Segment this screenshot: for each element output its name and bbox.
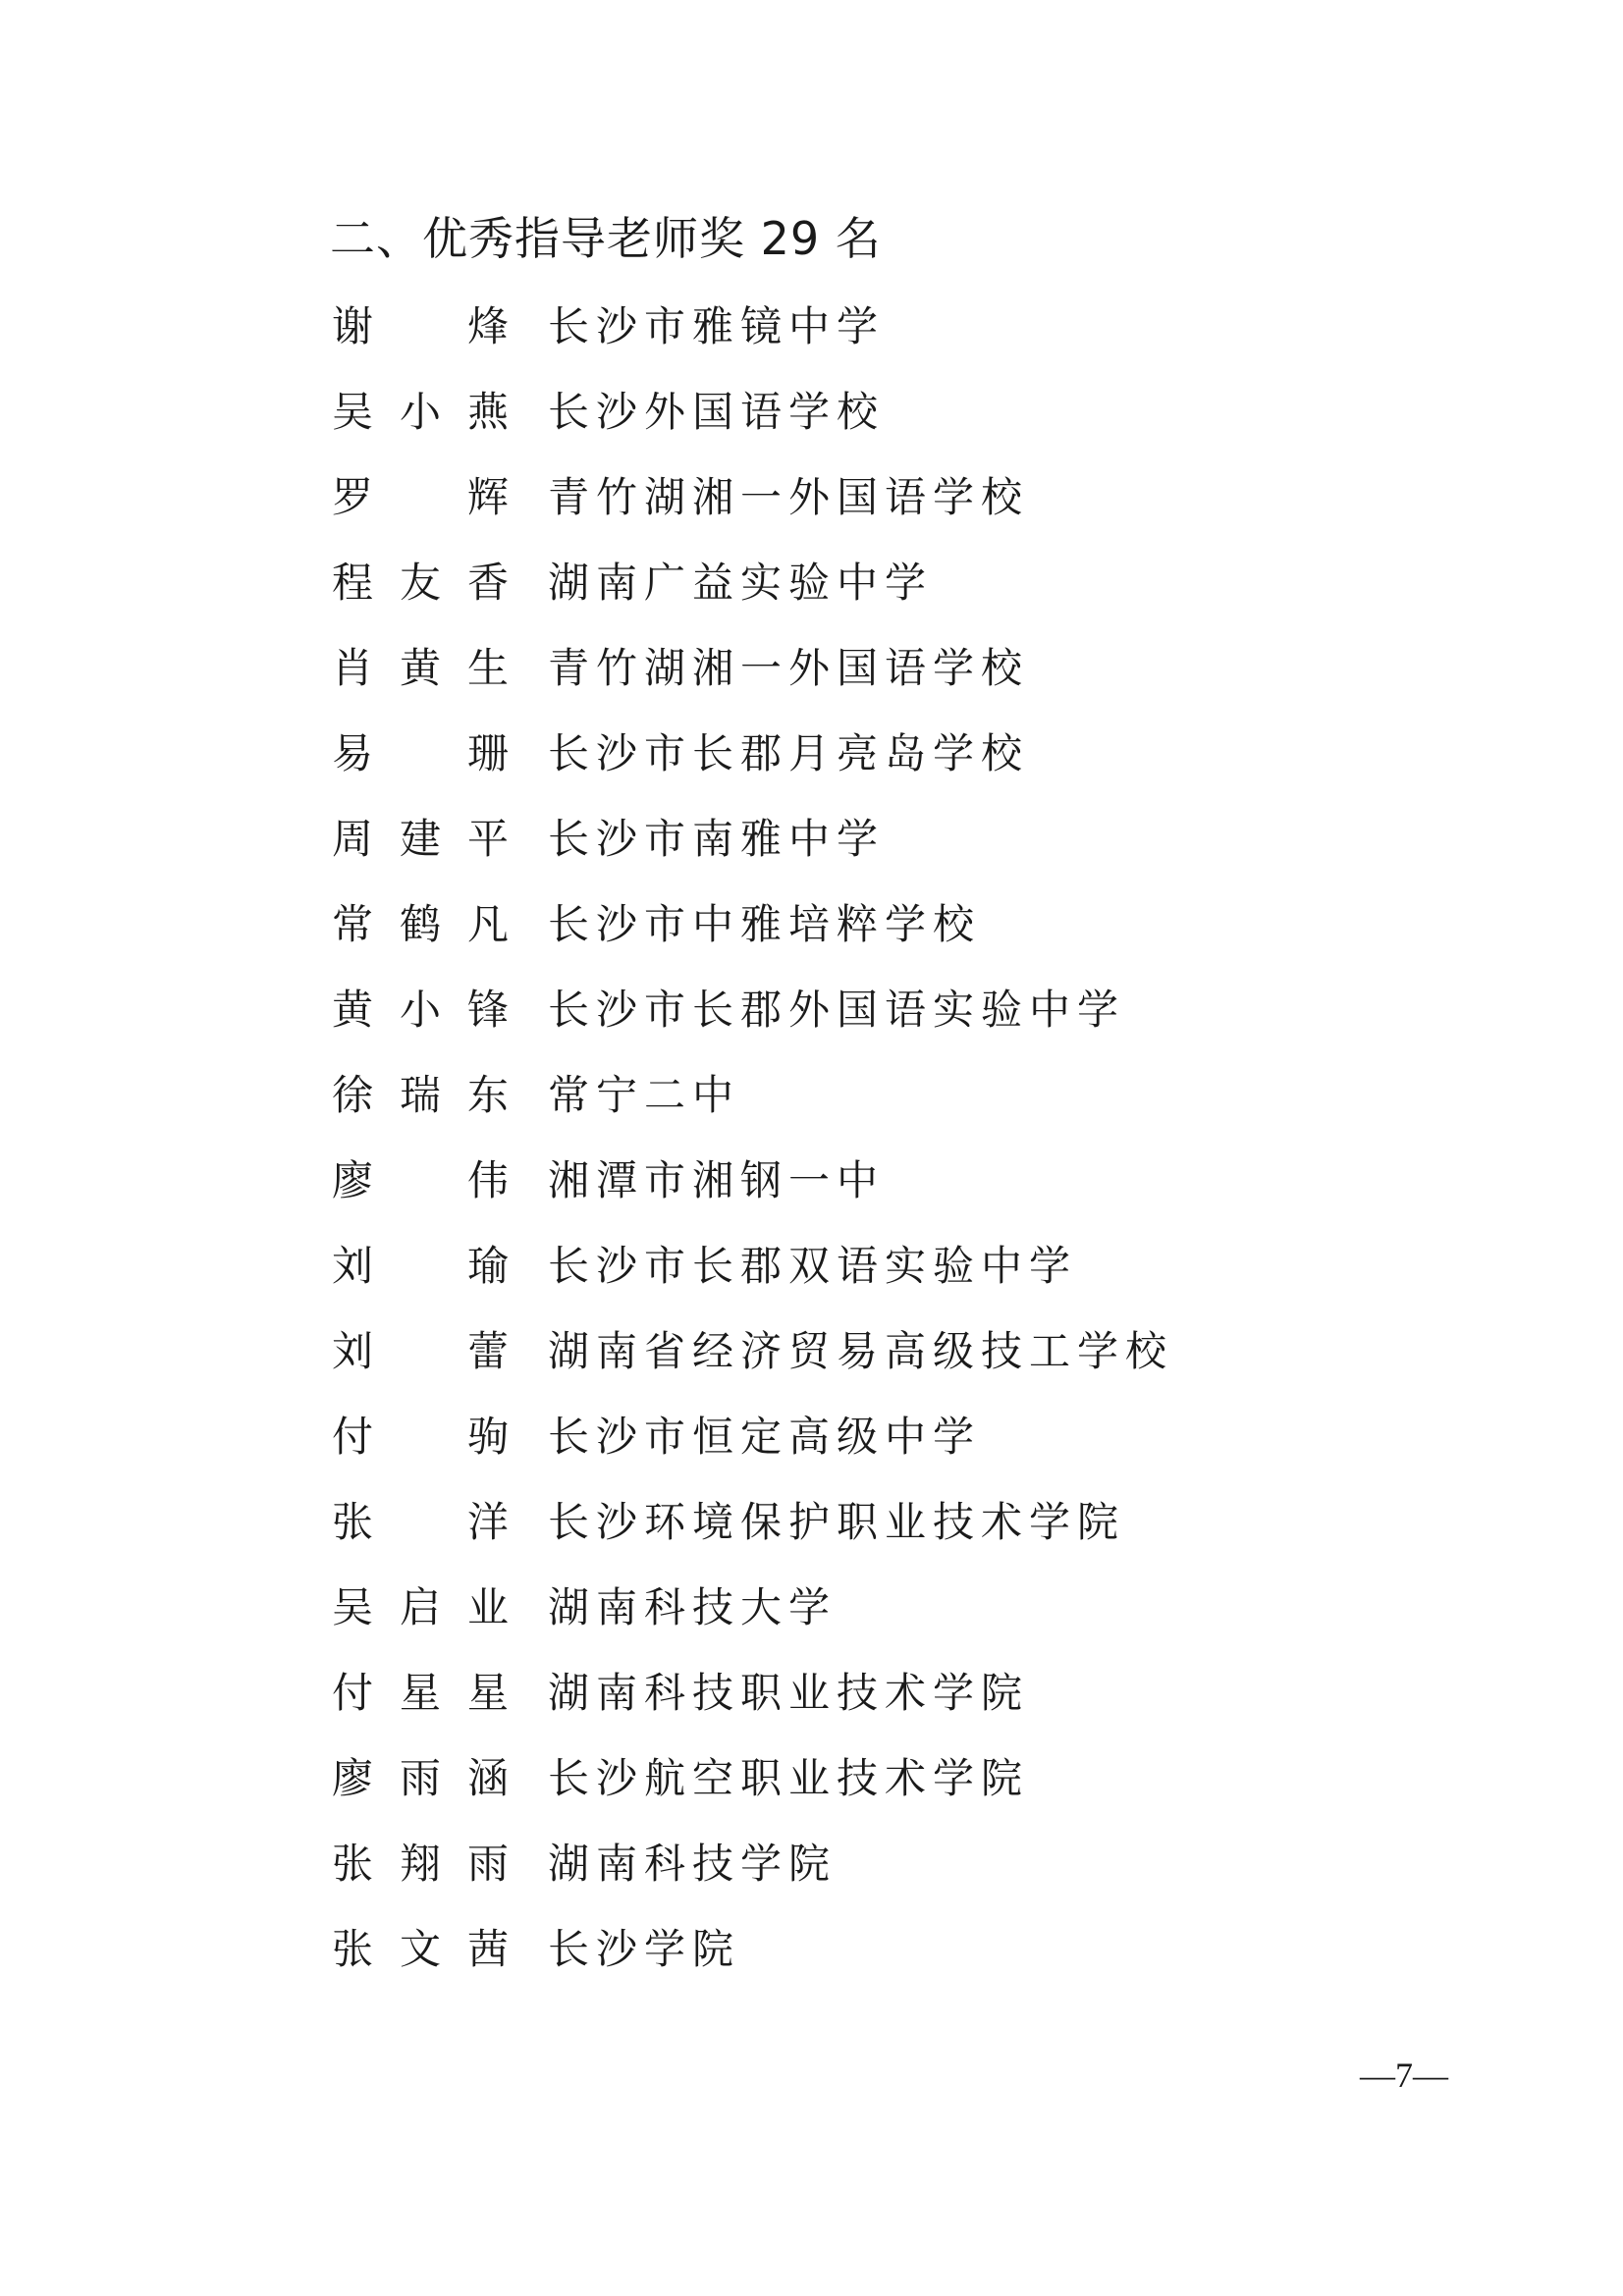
- teacher-name: 黄小锋: [332, 986, 509, 1034]
- teacher-name: 付驹: [332, 1413, 509, 1461]
- teacher-name: 付星星: [332, 1669, 509, 1717]
- list-item: [332, 1237, 1173, 1322]
- list-item: [332, 1920, 1173, 2005]
- list-item: [332, 981, 1173, 1066]
- list-item: [332, 1664, 1173, 1749]
- teacher-name: 刘瑜: [332, 1242, 509, 1290]
- teacher-name: 徐瑞东: [332, 1071, 509, 1119]
- teacher-name: 张文茜: [332, 1925, 509, 1973]
- teacher-name: 谢烽: [332, 302, 509, 350]
- teacher-name: 张洋: [332, 1498, 509, 1546]
- school-name: 湘潭市湘钢一中: [548, 1156, 886, 1204]
- school-name: 湖南科技学院: [548, 1840, 838, 1888]
- school-name: 长沙市长郡双语实验中学: [548, 1242, 1078, 1290]
- list-item: [332, 810, 1173, 895]
- list-item: [332, 724, 1173, 810]
- school-name: 长沙学院: [548, 1925, 741, 1973]
- list-item: [332, 554, 1173, 639]
- teacher-name: 周建平: [332, 815, 509, 863]
- school-name: 长沙外国语学校: [548, 388, 886, 436]
- list-item: [332, 297, 1173, 383]
- list-item: [332, 1578, 1173, 1664]
- list-item: [332, 468, 1173, 554]
- school-name: 常宁二中: [548, 1071, 741, 1119]
- school-name: 湖南省经济贸易高级技工学校: [548, 1327, 1174, 1375]
- teacher-name: 廖雨涵: [332, 1754, 509, 1802]
- teacher-name: 刘蕾: [332, 1327, 509, 1375]
- list-item: [332, 1066, 1173, 1151]
- page-number: —7—: [1360, 2056, 1448, 2095]
- list-item: [332, 1151, 1173, 1237]
- school-name: 湖南广益实验中学: [548, 559, 934, 607]
- school-name: 长沙市恒定高级中学: [548, 1413, 982, 1461]
- teacher-name: 吴启业: [332, 1583, 509, 1631]
- teacher-name: 吴小燕: [332, 388, 509, 436]
- list-item: [332, 1493, 1173, 1578]
- school-name: 湖南科技大学: [548, 1583, 838, 1631]
- teacher-name: 罗辉: [332, 473, 509, 521]
- list-item: [332, 383, 1173, 468]
- school-name: 湖南科技职业技术学院: [548, 1669, 1030, 1717]
- school-name: 长沙市南雅中学: [548, 815, 886, 863]
- teacher-name: 常鹤凡: [332, 900, 509, 948]
- school-name: 长沙市长郡月亮岛学校: [548, 729, 1030, 777]
- school-name: 长沙航空职业技术学院: [548, 1754, 1030, 1802]
- teacher-name: 程友香: [332, 559, 509, 607]
- teacher-name: 肖黄生: [332, 644, 509, 692]
- school-name: 青竹湖湘一外国语学校: [548, 473, 1030, 521]
- school-name: 青竹湖湘一外国语学校: [548, 644, 1030, 692]
- awardee-list: [332, 297, 1173, 2005]
- list-item: [332, 895, 1173, 981]
- school-name: 长沙市雅镜中学: [548, 302, 886, 350]
- school-name: 长沙市长郡外国语实验中学: [548, 986, 1126, 1034]
- school-name: 长沙市中雅培粹学校: [548, 900, 982, 948]
- teacher-name: 张翔雨: [332, 1840, 509, 1888]
- list-item: [332, 639, 1173, 724]
- section-heading: 二、优秀指导老师奖 29 名: [330, 212, 882, 265]
- list-item: [332, 1322, 1173, 1408]
- teacher-name: 易珊: [332, 729, 509, 777]
- school-name: 长沙环境保护职业技术学院: [548, 1498, 1126, 1546]
- list-item: [332, 1408, 1173, 1493]
- list-item: [332, 1749, 1173, 1835]
- list-item: [332, 1835, 1173, 1920]
- teacher-name: 廖伟: [332, 1156, 509, 1204]
